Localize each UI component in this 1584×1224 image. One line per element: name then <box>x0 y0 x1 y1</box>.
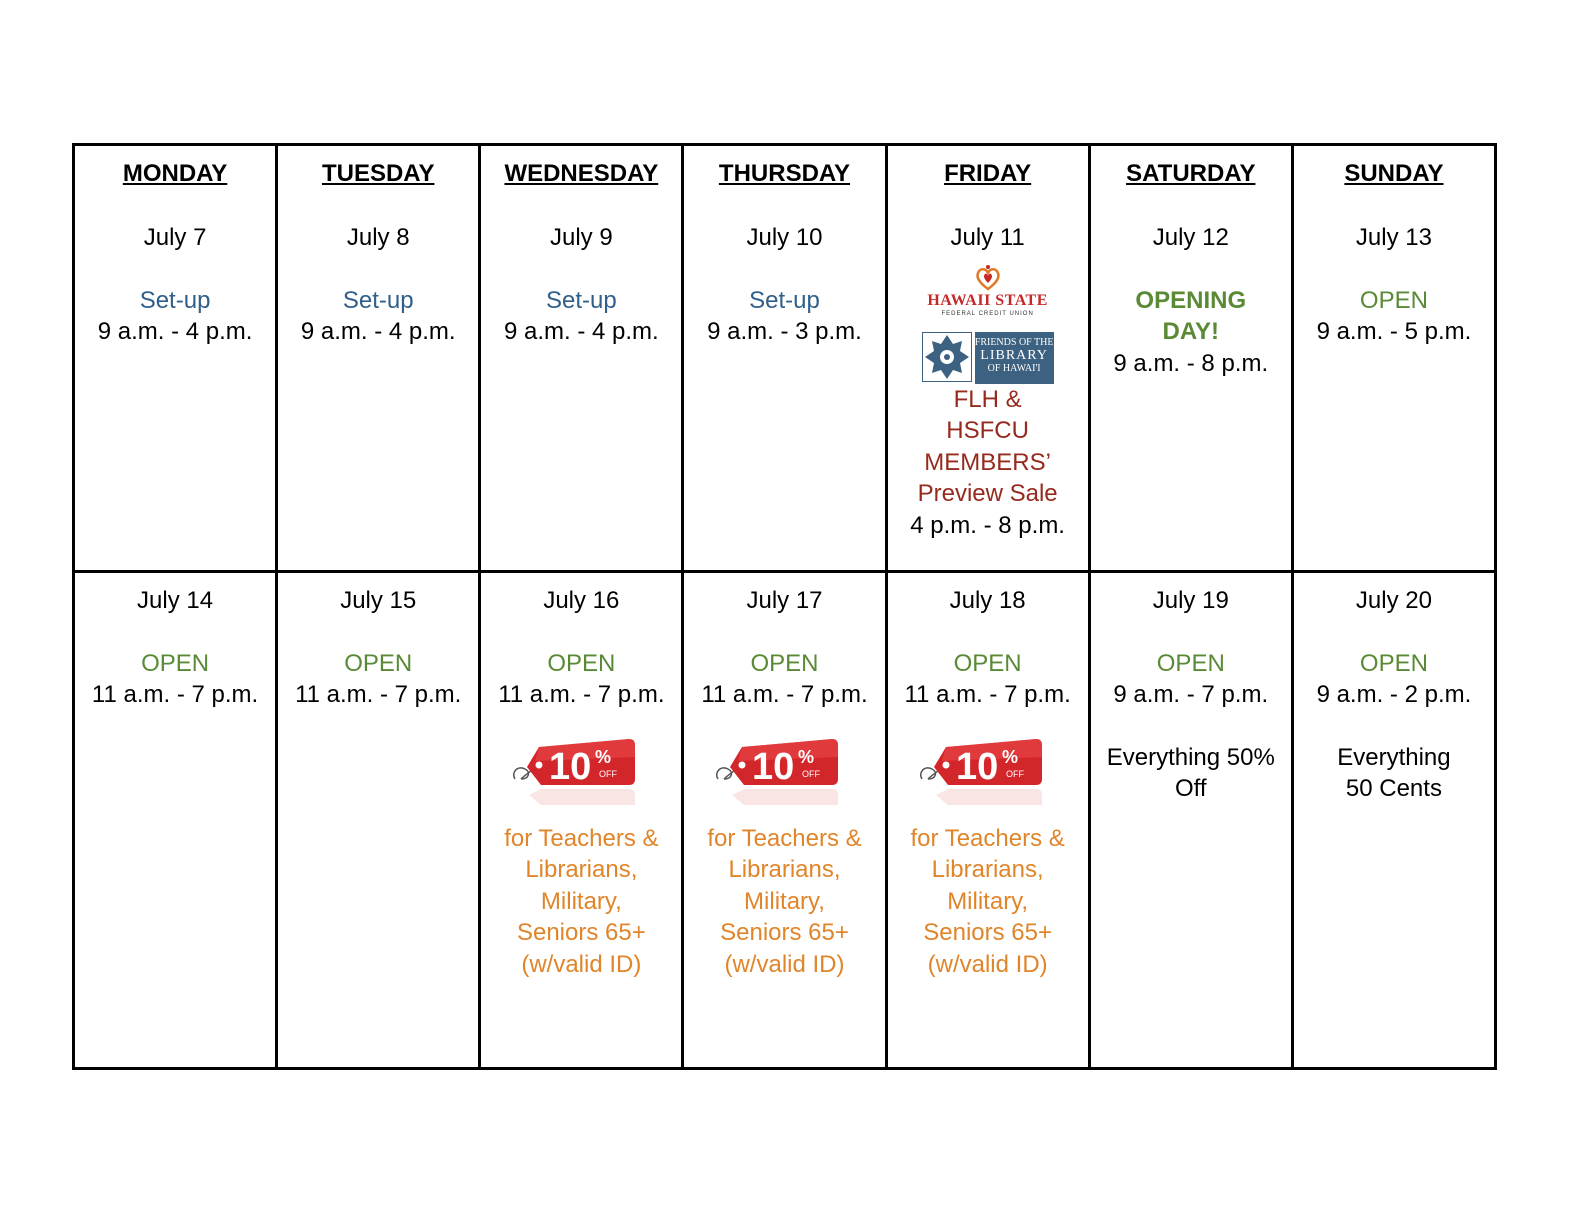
day-cell-july-17 <box>683 572 886 1069</box>
status-label: OPEN <box>344 649 413 677</box>
day-header-tuesday: TUESDAY <box>321 160 435 187</box>
date-label: July 12 <box>1152 224 1229 251</box>
discount-eligibility-label <box>684 823 884 981</box>
date-label: July 18 <box>949 587 1026 614</box>
day-cell-july-13 <box>1292 145 1495 572</box>
tag-symbol: % <box>595 746 612 767</box>
opening-line: OPENING <box>1135 286 1247 314</box>
discount-line: Librarians, <box>525 856 638 883</box>
flh-logo-line: OF HAWAI'I <box>987 362 1041 374</box>
discount-line: Seniors 65+ <box>923 919 1053 946</box>
discount-line: (w/valid ID) <box>724 950 845 978</box>
tag-off: OFF <box>802 768 821 779</box>
discount-line: for Teachers & <box>910 824 1065 852</box>
date-label: July 14 <box>137 587 214 614</box>
status-label: Set-up <box>342 286 414 314</box>
discount-eligibility-label <box>481 823 681 981</box>
date-label: July 7 <box>143 224 207 251</box>
hours-label: 9 a.m. - 4 p.m. <box>300 318 456 345</box>
preview-line: FLH & <box>953 385 1022 413</box>
tag-off: OFF <box>1005 768 1024 779</box>
discount-line: Military, <box>744 887 825 915</box>
hours-label: 11 a.m. - 7 p.m. <box>91 681 259 708</box>
flh-logo-line: LIBRARY <box>980 347 1048 363</box>
day-header-thursday: THURSDAY <box>718 160 851 187</box>
flh-logo-text <box>975 332 1054 384</box>
tag-percent: 10 <box>752 745 795 788</box>
day-cell-july-19 <box>1089 572 1292 1069</box>
hours-label: 9 a.m. - 4 p.m. <box>503 318 659 345</box>
discount-line: Military, <box>540 887 622 915</box>
status-label: OPEN <box>141 649 210 677</box>
date-label: July 16 <box>543 587 620 614</box>
status-label: Set-up <box>545 286 617 314</box>
discount-line: for Teachers & <box>504 824 659 852</box>
preview-line: MEMBERS’ <box>924 448 1051 476</box>
discount-line: (w/valid ID) <box>927 950 1048 978</box>
price-tag-10-percent-icon <box>714 735 854 813</box>
discount-line: Librarians, <box>931 856 1044 883</box>
flh-logo <box>922 332 1054 384</box>
preview-sale-label <box>888 384 1088 510</box>
opening-line: DAY! <box>1162 318 1219 345</box>
hsfcu-logo <box>923 264 1053 330</box>
date-label: July 10 <box>746 224 823 251</box>
flh-logo-line: FRIENDS OF THE <box>974 336 1054 348</box>
date-label: July 13 <box>1355 224 1432 251</box>
day-cell-july-8 <box>277 145 480 572</box>
calendar-week-2 <box>74 572 1496 1069</box>
day-cell-july-14 <box>74 572 277 1069</box>
opening-day-label <box>1091 285 1291 348</box>
hours-label: 11 a.m. - 7 p.m. <box>295 681 462 708</box>
day-cell-july-16 <box>480 572 683 1069</box>
status-label: OPEN <box>750 649 819 677</box>
discount-line: Librarians, <box>728 856 841 883</box>
hsfcu-logo-name: HAWAII STATE <box>927 291 1048 309</box>
day-cell-july-18 <box>886 572 1089 1069</box>
promo-note-label <box>1091 742 1291 805</box>
status-label: OPEN <box>953 649 1022 677</box>
discount-eligibility-label <box>888 823 1088 981</box>
hours-label: 9 a.m. - 7 p.m. <box>1113 681 1269 708</box>
day-cell-july-20 <box>1292 572 1495 1069</box>
hsfcu-logo-sub: FEDERAL CREDIT UNION <box>941 310 1034 317</box>
day-cell-july-9 <box>480 145 683 572</box>
tag-symbol: % <box>798 746 815 767</box>
status-label: OPEN <box>1359 286 1428 314</box>
tag-off: OFF <box>599 768 618 779</box>
flh-quilt-logo-icon <box>922 332 972 382</box>
hours-label: 9 a.m. - 2 p.m. <box>1316 681 1472 708</box>
day-header-saturday: SATURDAY <box>1126 160 1256 187</box>
day-cell-july-12 <box>1089 145 1292 572</box>
date-label: July 17 <box>746 587 823 614</box>
price-tag-10-percent-icon <box>511 735 651 813</box>
promo-line: Off <box>1174 775 1207 802</box>
price-tag-10-percent-icon <box>918 735 1058 813</box>
discount-line: Seniors 65+ <box>720 919 849 946</box>
tag-percent: 10 <box>549 745 592 788</box>
calendar-table <box>72 143 1497 1070</box>
status-label: Set-up <box>749 286 820 314</box>
date-label: July 11 <box>950 224 1025 251</box>
discount-line: for Teachers & <box>707 824 862 852</box>
hours-label: 9 a.m. - 5 p.m. <box>1316 318 1472 345</box>
hours-label: 11 a.m. - 7 p.m. <box>904 681 1071 708</box>
day-cell-july-7 <box>74 145 277 572</box>
hours-label: 11 a.m. - 7 p.m. <box>701 681 868 708</box>
status-label: OPEN <box>1156 649 1225 677</box>
status-label: Set-up <box>139 286 211 314</box>
day-header-wednesday: WEDNESDAY <box>504 160 659 187</box>
preview-line: HSFCU <box>946 417 1029 444</box>
promo-note-label <box>1294 742 1494 805</box>
hours-label: 9 a.m. - 4 p.m. <box>97 318 253 345</box>
date-label: July 15 <box>340 587 417 614</box>
date-label: July 8 <box>346 224 410 251</box>
day-header-monday: MONDAY <box>122 160 228 187</box>
day-cell-july-10 <box>683 145 886 572</box>
day-cell-july-11 <box>886 145 1089 572</box>
promo-line: 50 Cents <box>1345 775 1442 802</box>
discount-line: Military, <box>947 887 1029 915</box>
discount-line: (w/valid ID) <box>521 950 642 978</box>
status-label: OPEN <box>547 649 616 677</box>
date-label: July 20 <box>1355 587 1432 614</box>
day-cell-july-15 <box>277 572 480 1069</box>
date-label: July 9 <box>550 224 613 251</box>
hours-label: 9 a.m. - 3 p.m. <box>707 318 862 345</box>
day-header-sunday: SUNDAY <box>1344 160 1444 187</box>
calendar-week-1 <box>74 145 1496 572</box>
tag-symbol: % <box>1001 746 1018 767</box>
hsfcu-heart-logo-icon <box>974 264 1002 292</box>
status-label: OPEN <box>1359 649 1428 677</box>
hours-label: 11 a.m. - 7 p.m. <box>498 681 665 708</box>
tag-percent: 10 <box>955 745 998 788</box>
promo-line: Everything 50% <box>1106 743 1275 771</box>
promo-line: Everything <box>1337 743 1451 771</box>
hours-label: 4 p.m. - 8 p.m. <box>910 511 1065 539</box>
discount-line: Seniors 65+ <box>516 919 646 946</box>
hours-label: 9 a.m. - 8 p.m. <box>1113 349 1269 377</box>
preview-line: Preview Sale <box>917 480 1058 507</box>
date-label: July 19 <box>1152 587 1229 614</box>
day-header-friday: FRIDAY <box>944 160 1032 187</box>
